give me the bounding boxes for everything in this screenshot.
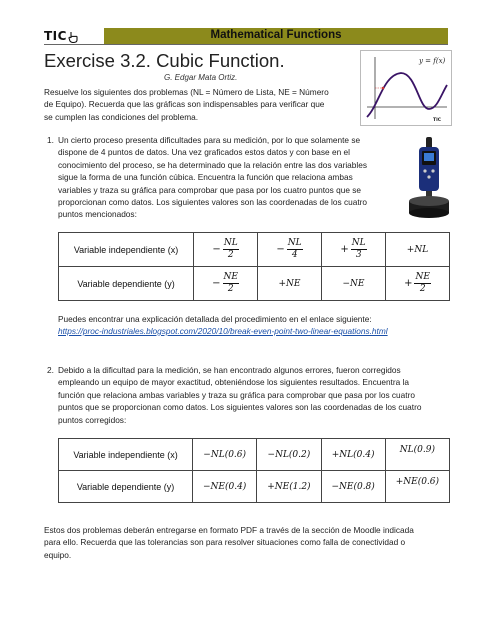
intro-line: se cumplen las condiciones del problema. — [44, 111, 199, 122]
graph-point — [382, 87, 385, 90]
x-value-4: +NL — [385, 233, 449, 267]
x-value-2: − $\frac{NL}{4}$ — [257, 233, 321, 267]
author-name: G. Edgar Mata Ortiz. — [164, 73, 238, 82]
x-value-2: −NL(0.2) — [257, 439, 321, 471]
y-value-4: +NE(0.6) — [385, 471, 449, 503]
problem1-line: sigue la forma de una función cúbica. Encuentra la función que relaciona ambas — [58, 172, 353, 183]
table-row — [59, 267, 450, 301]
problem2-line: puntos corregidos: — [58, 414, 127, 425]
intro-paragraph — [44, 86, 364, 123]
header-band — [104, 28, 448, 44]
exercise-title: Exercise 3.2. Cubic Function. — [44, 50, 285, 71]
header-rule — [44, 44, 448, 45]
explanation-text: Puedes encontrar una explicación detallada del procedimiento en el enlace siguiente: — [58, 314, 372, 324]
table-header-cell: Variable dependiente (y) — [59, 471, 193, 503]
y-value-1: − $\frac{NE}{2}$ — [194, 267, 258, 301]
problem1-number: 1. — [47, 135, 54, 145]
intro-line: de Equipo). Recuerda que las gráficas son indispensables para verificar que — [44, 99, 325, 110]
table-header-cell: Variable independiente (x) — [59, 233, 194, 267]
hardness-tester-image — [405, 135, 453, 223]
x-value-3: +NL(0.4) — [321, 439, 385, 471]
hand-pointer-icon — [68, 31, 79, 43]
device-svg — [405, 135, 453, 223]
problem2-table — [58, 438, 450, 503]
graph-label: y = f(x) — [419, 57, 446, 65]
problem1-table — [58, 232, 450, 301]
problem2-line: puntos que se proporcionan como datos. Los siguientes valores son las coordenadas de los cuatro — [58, 402, 422, 413]
cubic-function-graph — [360, 50, 452, 126]
graph-brand: TIC — [433, 118, 442, 123]
y-value-1: −NE(0.4) — [193, 471, 257, 503]
cubic-curve — [367, 73, 447, 117]
problem1-line: puntos mencionados: — [58, 209, 137, 220]
footer-line: equipo. — [44, 549, 72, 560]
problem1-line: conocimiento del proceso, se ha determinado que la relación entre las dos variables — [58, 159, 368, 170]
problem2-line: empleando un equipo de mayor exactitud, obteniéndose los siguientes resultados. Encuentra la — [58, 377, 410, 388]
problem1-text — [58, 134, 403, 221]
problem1-line: variables y traza su gráfica para comprobar que pasa por los cuatro puntos que se — [58, 184, 362, 195]
y-value-4: + $\frac{NE}{2}$ — [385, 267, 449, 301]
y-value-2: +NE(1.2) — [257, 471, 321, 503]
x-value-3: + $\frac{NL}{3}$ — [321, 233, 385, 267]
header-band-title: Mathematical Functions — [210, 29, 342, 41]
table-row — [59, 233, 450, 267]
x-value-1: − $\frac{NL}{2}$ — [194, 233, 258, 267]
footer-line: para ello. Recuerda que las tolerancias son para resolver situaciones como falla de conectividad o — [44, 537, 406, 548]
logo-text: TIC — [44, 29, 67, 43]
problem2-number: 2. — [47, 365, 54, 375]
footer-paragraph — [44, 524, 454, 561]
table-row — [59, 439, 450, 471]
problem1-line: dispone de 4 puntos de datos. Una vez graficados estos datos y con base en el — [58, 147, 350, 158]
table-row — [59, 471, 450, 503]
problem1-line: Un cierto proceso presenta dificultades para su medición, por lo que solamente se — [58, 135, 361, 145]
table-header-cell: Variable independiente (x) — [59, 439, 193, 471]
tic-logo — [44, 29, 79, 43]
y-value-3: −NE — [321, 267, 385, 301]
problem2-line: función que relaciona ambas variables y traza su gráfica para comprobar que pasa por los cuatro — [58, 389, 415, 400]
x-value-1: −NL(0.6) — [193, 439, 257, 471]
footer-line: Estos dos problemas deberán entregarse en formato PDF a través de la sección de Moodle indicada — [44, 525, 414, 535]
problem2-line: Debido a la dificultad para la medición, se han encontrado algunos errores, fueron corregidos — [58, 365, 401, 375]
problem1-line: proporcionan como datos. Los siguientes valores son las coordenadas de los cuatro — [58, 197, 368, 208]
procedure-link[interactable]: https://proc-industriales.blogspot.com/2020/10/break-even-point-two-linear-equations.html — [58, 326, 388, 336]
intro-line: Resuelve los siguientes dos problemas (NL = Número de Lista, NE = Número — [44, 87, 329, 97]
y-value-3: −NE(0.8) — [321, 471, 385, 503]
problem2-text — [58, 364, 453, 426]
table-header-cell: Variable dependiente (y) — [59, 267, 194, 301]
graph-svg — [361, 51, 451, 125]
y-value-2: +NE — [257, 267, 321, 301]
x-value-4: NL(0.9) — [385, 439, 449, 471]
